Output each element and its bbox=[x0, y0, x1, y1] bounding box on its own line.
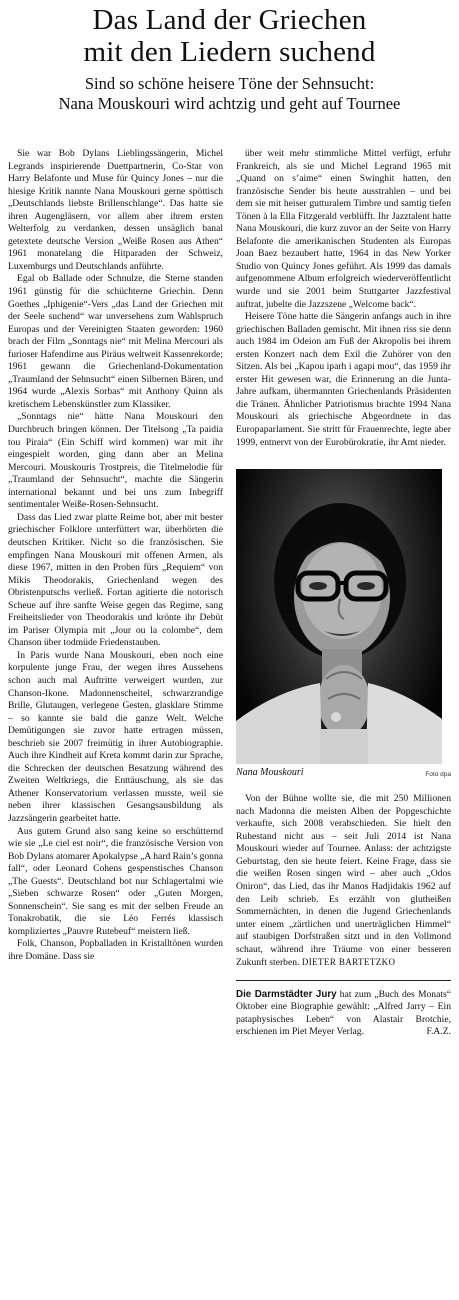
right-column-continued bbox=[236, 793, 451, 970]
paragraph: Sie war Bob Dylans Lieblingssängerin, Michel Legrands inspirierende Duettpartnerin, Co-Star von Harry Belafonte und Muse für Quincy Jones – nur die hiesige Kritik nannte Nana Mouskouri gerne spöttisch „Deutschlands liebste Brillenschlange“. Das hatte sie ihren Augengläsern, vor allem aber ihrem ersten Welterfolg zu verdanken, dessen unsäglich banal getextete deutsche Version „Weiße Rosen aus Athen“ 1961 monatelang die Hitparaden der Schweiz, Luxemburgs und Deutschlands anführte. bbox=[8, 148, 223, 272]
paragraph: Dass das Lied zwar platte Reime bot, aber mit bester griechischer Folklore unterfüttert war, überhörten die deutschen Kritiker. Nicht so die französischen. Sie empfingen Nana Mouskouri mit offenen Armen, als diese 1967, mitten in den Proben fürs „Requiem“ von Mikis Theodorakis, Griechenland wegen des Obristenputschs verließ. Fortan agitierte die notorisch Scheue auf ihre sanfte Weise gegen das Regime, sang Freiheitslieder von Theodorakis und krönte ihr Debüt im Pariser Olympia mit „Jour ou la colombe“, dem Chanson über todmüde Friedenstauben. bbox=[8, 511, 223, 649]
subhead-line-2: Nana Mouskouri wird achtzig und geht auf Tournee bbox=[58, 94, 401, 113]
divider bbox=[236, 980, 451, 981]
photo-caption: Nana Mouskouri bbox=[236, 767, 304, 779]
subhead-line-1: Sind so schöne heisere Töne der Sehnsucht: bbox=[84, 74, 375, 93]
paragraph: Folk, Chanson, Popballaden in Kristalltönen wurden ihre Domäne. Dass sie bbox=[8, 938, 223, 962]
paragraph bbox=[236, 793, 451, 970]
brief-lead: Die Darmstädter Jury bbox=[236, 988, 337, 1000]
photo-credit: Foto dpa bbox=[425, 771, 451, 779]
article-columns bbox=[0, 148, 459, 1298]
photo-caption-row bbox=[236, 767, 451, 783]
portrait-illustration bbox=[236, 469, 442, 764]
headline bbox=[6, 4, 453, 68]
paragraph: Egal ob Ballade oder Schnulze, die Sterne standen 1961 günstig für die schüchterne Griechin. Denn Goethes „Iphigenie“-Vers „das Land der Griechen mit der Seele suchend“ war unversehens zum Wahlspruch Europas und der Vereinigten Staaten geworden: 1960 brach der Film „Sonntags nie“ mit Melina Mercouri als furioser Hafendirne aus Piräus weltweit Kassenrekorde; 1961 gewann die Griechenland-Dokumentation „Traumland der Sehnsucht“ einen Silbernen Bären, und 1964 wurde „Alexis Sorbas“ mit Anthony Quinn als kretischem Lebenskünstler zum Klassiker. bbox=[8, 273, 223, 410]
paragraph: „Sonntags nie“ hätte Nana Mouskouri den Durchbruch bringen können. Der Titelsong „Ta paidia tou Piraia“ (Ein Schiff wird kommen) war mit ihr eingespielt worden, ging dann aber an Melina Mercouri. Mouskouris Trostpreis, die Titelmelodie für „Traumland der Sehnsucht“, machte die Sängerin international bekannt und bei uns zum Inbegriff sentimentaler Weiße-Rosen-Sehnsucht. bbox=[8, 411, 223, 511]
paragraph: Aus gutem Grund also sang keine so erschütternd wie sie „Le ciel est noir“, die französische Version von Bob Dylans atomarer Apokalypse „A hard Rain’s gonna fall“, oder Leonard Cohens gespenstisches Chanson „The Guests“. Deutschland bot nur Schlagertalmi wie „Sieben schwarze Rosen“ oder „Guten Morgen, Sonnenschein“. Sie sang es mit der selben Freude an Tonakrobatik, die sie Léo Ferrés klassisch kompliziertes „Pauvre Rutebeuf“ meistern ließ. bbox=[8, 825, 224, 937]
portrait-photo bbox=[236, 469, 442, 764]
subheadline bbox=[8, 74, 451, 114]
news-brief bbox=[236, 989, 451, 1039]
brief-text: hat zum „Buch des Monats“ Oktober eine Biographie gewählt: „Alfred Jarry – Ein pataphysisches Leben“ von Alastair Brotchie, erschienen im Piet Meyer Verlag. bbox=[236, 988, 451, 1038]
headline-line-1: Das Land der Griechen bbox=[92, 4, 367, 36]
paragraph: In Paris wurde Nana Mouskouri, eben noch eine korpulente junge Frau, der wegen ihres Aussehens schon auch mal Auftritte verweigert wurden, zur Chanson-Ikone. Madonnenscheitel, schwarzrandige Brille, Glutaugen, verlegene Gesten, glasklare Stimme – so kannte sie bald die ganze Welt. Welche Demütigungen sie zuvor hatte ertragen müssen, beschrieb sie 2007 freimütig in ihrer Autobiographie. Auch ihre Kindheit auf Kreta kommt darin zur Sprache, die Schrecken der deutschen Besatzung während des Zweiten Weltkriegs, die Enttäuschung, als sie das Athener Konservatorium verlassen musste, weil sie neben ihrer klassischen Gesangsausbildung als Jazzsängerin gearbeitet hatte. bbox=[8, 649, 223, 824]
headline-line-2: mit den Liedern suchend bbox=[83, 36, 376, 68]
right-column bbox=[236, 148, 451, 1039]
left-column bbox=[8, 148, 223, 964]
brief-signature: F.A.Z. bbox=[426, 1026, 451, 1038]
paragraph: über weit mehr stimmliche Mittel verfügt, erfuhr Frankreich, als sie und Michel Legrand 1965 mit „Quand on s’aime“ einen Swinghit hatten, den französische Sender bis heute ausstrahlen – und bei dem sie mit heiser gutturalem Timbre und samtig tiefen Tönen à la Ella Fitzgerald verblüfft. Ihr Jazztalent hatte Nana Mouskouri, die kurz zuvor an der Seite von Harry Belafonte die amerikanischen Studenten als Europas Joan Baez bezaubert hatte, 1964 in das New Yorker Studio von Quincy Jones geführt. Als 1999 das damals aufgenommene Album erfolgreich wiederveröffentlicht wurde und sie 2001 beim Stuttgarter Jazzfestival auftrat, jubelte die Jazzszene „Welcome back“. bbox=[236, 148, 451, 310]
paragraph-text: Von der Bühne wollte sie, die mit 250 Millionen nach Madonna die meisten Alben der Popgeschichte verkaufte, sich 2008 verabschieden. Sie hielt den Ruhestand nicht aus – seit Juli 2014 ist Nana Mouskouri wieder auf Tournee. Anlass: der achtzigste Geburtstag, den sie heute feiert. Keine Frage, dass sie die weißen Rosen singen wird – aber auch „Odos Oniron“, das Lied, das ihr Manos Hadjidakis 1962 auf den Leib schrieb. Es erzählt von glutheißen Sommernächten, in denen die Jugend Griechenlands unter einem „zärtlichen und unerträglichen Himmel“ auf staubigen Dorfstraßen sitzt und in den Vollmond schaut, während ihre Träume von einer besseren Zukunft sterben. bbox=[236, 793, 451, 969]
author-byline: DIETER BARTETZKO bbox=[301, 957, 396, 968]
paragraph: Heisere Töne hatte die Sängerin anfangs auch in ihre griechischen Balladen gemischt. Mit ihnen riss sie denn auch 1984 im Odeion am Fuß der Akropolis bei ihrem ersten Konzert nach dem Exil die Zuhörer von den Sitzen. Als bei „Kapou iparh i agapi mou“, das 1959 ihr erster Hit gewesen war, die Erinnerung an die Junta-Jahre aufkam, übermannten Griechenlands Präsidenten die Tränen. Ähnlicher Patriotismus brachte 1994 Nana Mouskouri als griechische Abgeordnete in das Europaparlament. Sie stritt für Frauenrechte, legte aber 1999, entnervt von der Eurobürokratie, ihr Amt nieder. bbox=[236, 311, 451, 448]
